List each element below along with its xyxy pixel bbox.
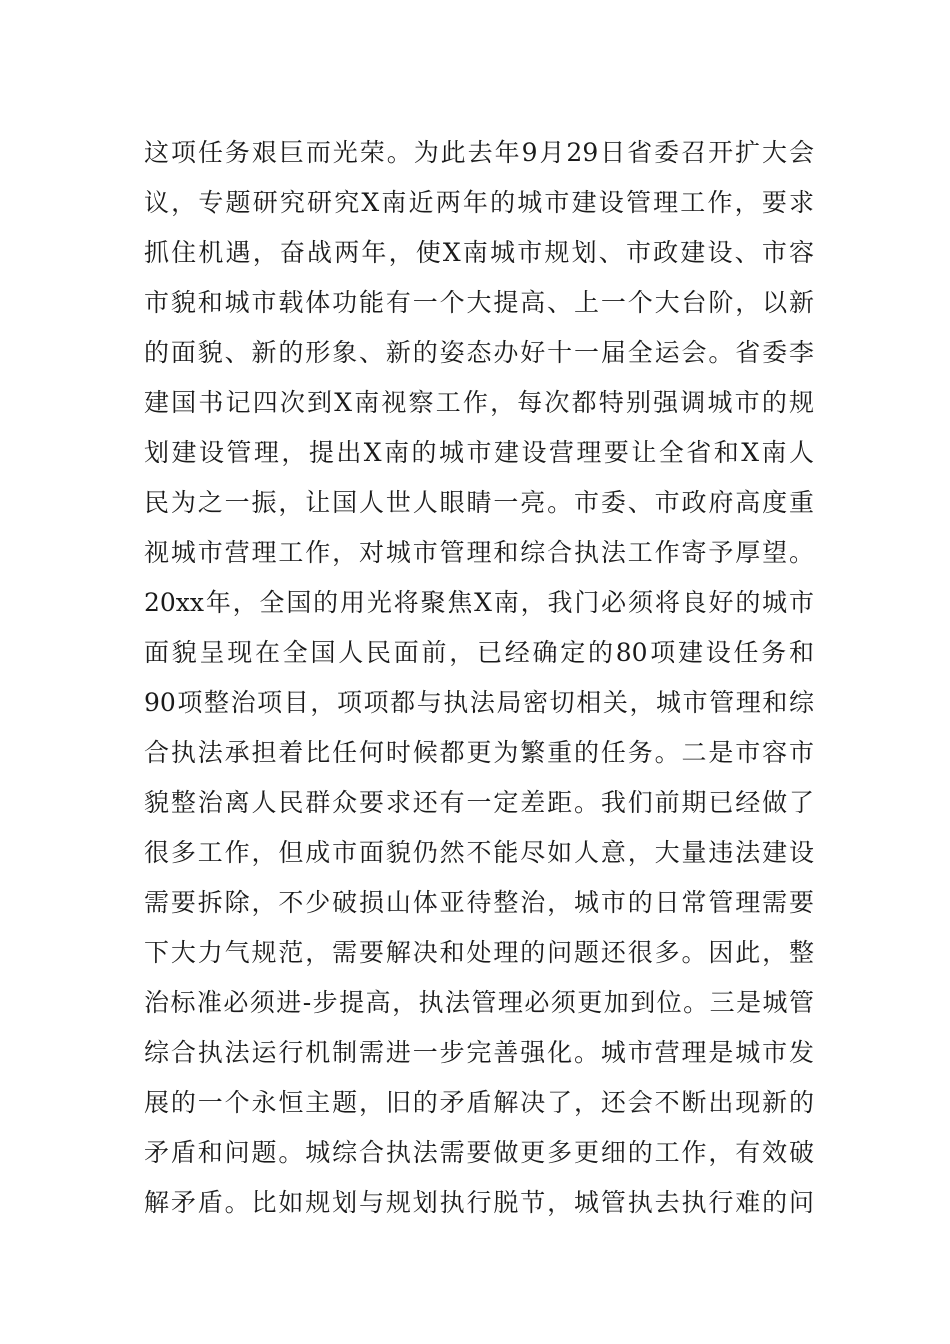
text-line: 需要拆除，不少破损山体亚待整治，城市的日常管理需要 — [144, 888, 814, 917]
text-line: 的面貌、新的形象、新的姿态办好十一届全运会。省委李 — [144, 338, 814, 367]
text-line: 貌整治离人民群众要求还有一定差距。我们前期已经做了 — [144, 788, 814, 817]
text-line: 解矛盾。比如规划与规划执行脱节，城管执去执行难的问 — [144, 1188, 814, 1217]
text-line: 合执法承担着比任何时候都更为繁重的任务。二是市容市 — [144, 738, 814, 767]
document-body — [144, 128, 814, 1228]
text-line: 面貌呈现在全国人民面前，已经确定的80项建设任务和 — [144, 638, 814, 667]
text-line: 治标准必须进-步提高，执法管理必须更加到位。三是城管 — [144, 988, 814, 1017]
text-line: 很多工作，但成市面貌仍然不能尽如人意，大量违法建设 — [144, 838, 814, 867]
text-line: 议，专题研究研究X南近两年的城市建设管理工作，要求 — [144, 188, 814, 217]
text-line: 下大力气规范，需要解决和处理的问题还很多。因此，整 — [144, 938, 814, 967]
text-line: 综合执法运行机制需进一步完善强化。城市营理是城市发 — [144, 1038, 814, 1067]
text-line: 民为之一振，让国人世人眼睛一亮。市委、市政府高度重 — [144, 488, 814, 517]
text-line: 划建设管理，提出X南的城市建设营理要让全省和X南人 — [144, 438, 814, 467]
text-line: 矛盾和问题。城综合执法需要做更多更细的工作，有效破 — [144, 1138, 814, 1167]
text-line: 90项整治项目，项项都与执法局密切相关，城市管理和综 — [144, 688, 814, 717]
text-line: 抓住机遇，奋战两年，使X南城市规划、市政建设、市容 — [144, 238, 814, 267]
text-line: 市貌和城市载体功能有一个大提高、上一个大台阶，以新 — [144, 288, 814, 317]
text-line: 建国书记四次到X南视察工作，每次都特别强调城市的规 — [144, 388, 814, 417]
text-line: 这项任务艰巨而光荣。为此去年9月29日省委召开扩大会 — [144, 138, 814, 167]
text-line: 展的一个永恒主题，旧的矛盾解决了，还会不断出现新的 — [144, 1088, 814, 1117]
text-line: 20xx年，全国的用光将聚焦X南，我门必须将良好的城市 — [144, 588, 814, 617]
text-line: 视城市营理工作，对城市管理和综合执法工作寄予厚望。 — [144, 538, 814, 567]
